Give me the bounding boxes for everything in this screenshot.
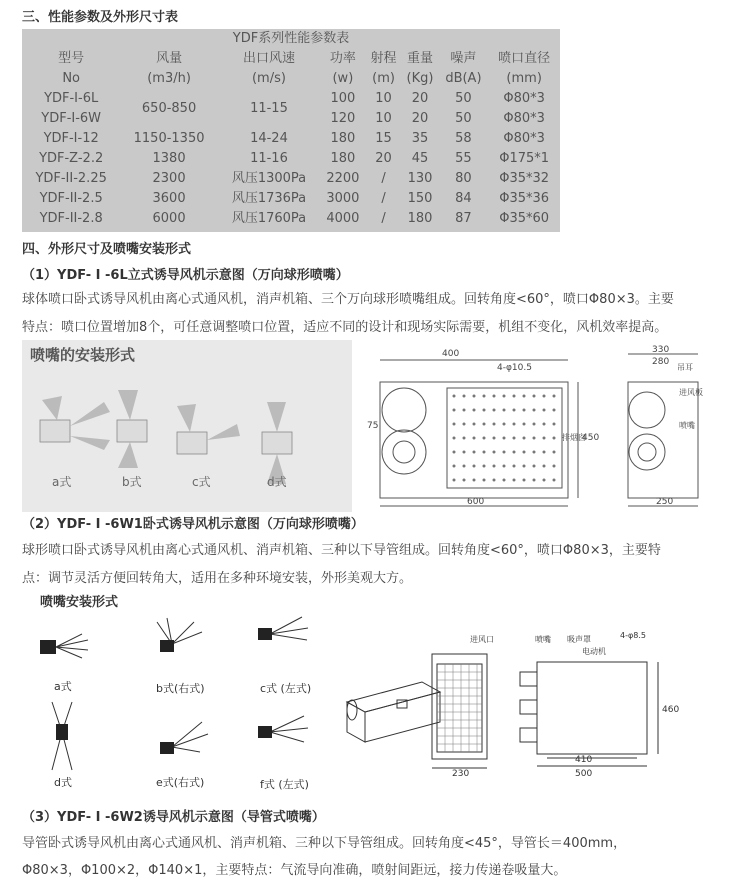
figure-1 [22, 340, 728, 512]
table-cell: 180 [407, 211, 433, 226]
fig1-front-view [380, 360, 578, 506]
figure-2-drawing [22, 592, 728, 800]
table-cell: Φ35*60 [499, 211, 550, 226]
table-cell: 射程 [370, 51, 397, 66]
table-unit-row [22, 69, 560, 89]
table-cell: Φ80*3 [503, 131, 545, 146]
fig2-dim-230: 230 [452, 769, 470, 779]
table-cell: YDF-II-2.5 [39, 191, 103, 206]
table-cell: 45 [411, 151, 429, 166]
table-cell: 风量 [156, 51, 183, 66]
fig1-dim-600: 600 [467, 497, 485, 507]
fig2-nozzle-a [40, 640, 56, 654]
fig2-title: 喷嘴安装形式 [40, 595, 119, 610]
table-cell: 10 [375, 111, 392, 126]
fig2-jets-c [270, 617, 308, 640]
fig1-dim-holes: 4-φ10.5 [497, 363, 532, 373]
table-cell: 87 [455, 211, 472, 226]
table-cell: 35 [411, 131, 429, 146]
fig2-nozzle-e [160, 742, 174, 754]
part2-text-line2: 点：调节灵活方便回转角大，适用在多种环境安装，外形美观大方。 [22, 571, 413, 586]
table-cell: 80 [455, 171, 472, 186]
fig1-label-lug: 吊耳 [677, 363, 693, 372]
table-cell: 650-850 [141, 101, 197, 116]
part3-text-line1: 导管卧式诱导风机由离心式通风机、消声机箱、三种以下导管组成。回转角度<45°，导管长＝400mm， [22, 836, 627, 851]
table-cell: 4000 [326, 211, 360, 226]
fig1-box-c [177, 432, 207, 454]
table-cell: 6000 [152, 211, 186, 226]
table-cell: 1150-1350 [133, 131, 205, 146]
table-cell: 14-24 [250, 131, 288, 146]
fig2-label-inlet: 进风口 [470, 635, 494, 644]
fig2-label-f: f式 (左式) [260, 778, 309, 791]
fig1-dim-280: 280 [652, 357, 670, 367]
section3-title: 三、性能参数及外形尺寸表 [22, 10, 179, 25]
fig2-label-motor: 电动机 [582, 647, 606, 656]
table-cell: YDF-I-12 [43, 131, 99, 146]
table-cell: 2300 [152, 171, 186, 186]
table-cell: (mm) [506, 71, 542, 86]
table-cell: 180 [330, 151, 356, 166]
fig1-dim-330: 330 [652, 345, 670, 355]
table-cell: 喷口直径 [498, 51, 551, 66]
fig1-label-b: b式 [122, 475, 142, 489]
table-cell: 84 [455, 191, 472, 206]
fig1-perforation [453, 395, 556, 482]
table-cell: 100 [330, 91, 356, 106]
fig2-jets-f [270, 716, 308, 742]
table-cell: (Kg) [406, 71, 434, 86]
table-cell: (m3/h) [147, 71, 191, 86]
performance-table [22, 29, 560, 232]
table-cell: 50 [455, 111, 472, 126]
fig1-label-exhaust: 排烟囱 [562, 433, 586, 442]
fig1-label-d: d式 [267, 475, 287, 489]
fig1-dim-250: 250 [656, 497, 674, 507]
fig2-dim-460: 460 [662, 705, 680, 715]
table-cell: 11-16 [250, 151, 288, 166]
table-cell: 15 [375, 131, 392, 146]
table-row [22, 129, 560, 149]
part2-text-line1: 球形喷口卧式诱导风机由离心式通风机、消声机箱、三种以下导管组成。回转角度<60°，喷口Φ80×3，主要特 [22, 543, 661, 558]
fig2-dim-holes: 4-φ8.5 [620, 631, 646, 640]
figure-1-drawing [22, 340, 728, 512]
fig2-label-nozzle: 喷嘴 [535, 635, 551, 644]
fig2-nozzle-b [160, 640, 174, 652]
table-cell: 130 [407, 171, 433, 186]
table-cell: YDF-Z-2.2 [39, 151, 104, 166]
table-row [22, 89, 560, 109]
fig2-dim-500: 500 [575, 769, 593, 779]
part1-text-line2: 特点：喷口位置增加8个，可任意调整喷口位置，适应不同的设计和现场实际需要，机组不变化，风机效率提高。 [22, 320, 668, 335]
table-cell: 风压1300Pa [231, 171, 307, 186]
table-header-row [22, 49, 560, 69]
table-cell: 20 [375, 151, 392, 166]
table-cell: 1380 [152, 151, 186, 166]
table-row [22, 149, 560, 169]
table-row [22, 209, 560, 229]
fig2-label-a: a式 [54, 680, 72, 693]
fig2-label-c: c式 (左式) [260, 682, 312, 695]
table-cell: No [62, 71, 80, 86]
table-cell: 150 [407, 191, 433, 206]
fig1-dim-75: 75 [367, 421, 379, 431]
fig1-box-b [117, 420, 147, 442]
table-cell: (w) [332, 71, 354, 86]
table-caption: YDF系列性能参数表 [232, 31, 350, 46]
fig2-nozzle-f [258, 726, 272, 738]
fig1-box-a [40, 420, 70, 442]
table-cell: 50 [455, 91, 472, 106]
table-cell: 20 [411, 91, 429, 106]
fig2-jets-e [172, 722, 208, 752]
table-cell: 120 [330, 111, 356, 126]
table-cell: 重量 [406, 51, 433, 66]
fig1-dim-400: 400 [442, 349, 460, 359]
table-cell: / [381, 171, 386, 186]
table-cell: 3600 [152, 191, 186, 206]
table-cell: Φ80*3 [503, 111, 545, 126]
fig2-iso-view [347, 682, 440, 742]
table-cell: Φ175*1 [499, 151, 550, 166]
section4-title: 四、外形尺寸及喷嘴安装形式 [22, 242, 192, 257]
fig1-label-a: a式 [52, 475, 72, 489]
fig1-side-view [628, 354, 698, 506]
fig1-title: 喷嘴的安装形式 [30, 346, 136, 364]
fig1-box-d [262, 432, 292, 454]
table-cell: 风压1760Pa [231, 211, 307, 226]
table-cell: / [381, 211, 386, 226]
fig2-label-e: e式(右式) [156, 776, 205, 789]
table-cell: 55 [455, 151, 472, 166]
table-cell: Φ35*32 [499, 171, 550, 186]
table-cell: 风压1736Pa [231, 191, 307, 206]
fig1-label-inlet: 进风板 [679, 388, 703, 397]
part2-heading: （2）YDF- I -6W1卧式诱导风机示意图（万向球形喷嘴） [22, 517, 364, 532]
table-cell: YDF-I-6L [44, 91, 99, 106]
fig2-grille-mesh [437, 664, 482, 752]
table-cell: YDF-II-2.8 [39, 211, 103, 226]
part1-text-line1: 球体喷口卧式诱导风机由离心式通风机，消声机箱、三个万向球形喷嘴组成。回转角度<60°，喷口Φ80×3。主要 [22, 292, 674, 307]
table-cell: Φ35*36 [499, 191, 550, 206]
table-cell: (m/s) [251, 71, 286, 86]
table-cell: (m) [372, 71, 395, 86]
fig1-label-c: c式 [192, 475, 211, 489]
part1-heading: （1）YDF- I -6L立式诱导风机示意图（万向球形喷嘴） [22, 268, 349, 283]
table-row [22, 189, 560, 209]
table-cell: 11-15 [250, 101, 288, 116]
table-row [22, 169, 560, 189]
fig2-nozzle-c [258, 628, 272, 640]
table-cell: 型号 [58, 51, 85, 66]
fig1-label-nozzle: 喷嘴 [679, 421, 695, 430]
table-cell: 58 [455, 131, 472, 146]
fig2-dim-410: 410 [575, 755, 593, 765]
fig1-dim-450: 450 [582, 433, 600, 443]
figure-2 [22, 592, 728, 800]
table-cell: 20 [411, 111, 429, 126]
table-cell: dB(A) [445, 71, 482, 86]
table-cell: Φ80*3 [503, 91, 545, 106]
table-cell: 功率 [329, 51, 356, 66]
table-cell: YDF-I-6W [41, 111, 102, 126]
table-cell: / [381, 191, 386, 206]
part3-heading: （3）YDF- I -6W2诱导风机示意图（导管式喷嘴） [22, 810, 325, 825]
fig2-nozzle-d [56, 724, 68, 740]
fig2-label-b: b式(右式) [156, 682, 205, 695]
fig2-label-hood: 吸声罩 [567, 635, 591, 644]
fig2-label-d: d式 [54, 776, 72, 789]
table-cell: YDF-II-2.25 [35, 171, 107, 186]
table-cell: 2200 [326, 171, 360, 186]
part3-text-line2: Φ80×3，Φ100×2，Φ140×1，主要特点：气流导向准确，喷射间距远，接力传递卷吸量大。 [22, 863, 567, 878]
table-cell: 10 [375, 91, 392, 106]
fig2-jets-a [56, 634, 88, 658]
table-cell: 3000 [326, 191, 360, 206]
table-cell: 出口风速 [242, 51, 295, 66]
fig2-plan-view [520, 662, 658, 766]
table-cell: 180 [330, 131, 356, 146]
table-cell: 噪声 [450, 51, 477, 66]
